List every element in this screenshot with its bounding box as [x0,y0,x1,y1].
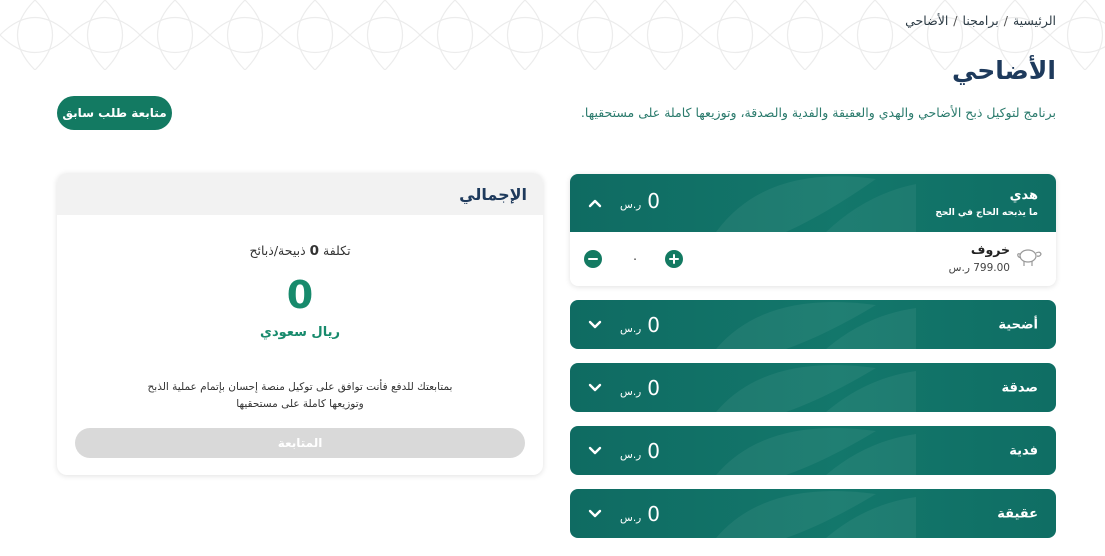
category-amount [620,313,660,337]
category-name: صدقة [1001,380,1038,395]
decorative-leaf [676,300,916,349]
amount-currency: ر.س [620,199,642,211]
amount-currency: ر.س [620,322,642,335]
item-name: خروف [970,242,1010,257]
plus-icon [669,254,679,264]
terms-line-2: وتوزيعها كاملة على مستحقيها [236,398,364,410]
category-name: عقيقة [997,506,1038,521]
summary-card [57,173,543,475]
category-amount [620,376,660,400]
category-amount [620,502,660,526]
summary-header [57,173,543,215]
item-row [570,232,1056,286]
category-udhiya[interactable] [570,300,1056,349]
decorative-leaf [676,363,916,412]
decorative-leaf [676,174,916,232]
item-price: 799.00 ر.س [948,262,1010,274]
category-sadaqa[interactable] [570,363,1056,412]
decrease-quantity-button[interactable] [584,250,602,268]
total-amount: 0 [286,273,314,317]
total-currency: ريال سعودي [260,325,340,340]
amount-value: 0 [647,375,660,400]
cost-prefix: تكلفة [323,243,351,258]
chevron-down-icon[interactable] [588,509,602,519]
page-title: الأضاحي [951,56,1056,85]
category-name: فدية [1009,443,1038,458]
summary-title: الإجمالي [459,184,527,204]
amount-currency: ر.س [620,511,642,524]
breadcrumb-programs[interactable]: برامجنا [962,13,999,28]
page-description: برنامج لتوكيل ذبح الأضاحي والهدي والعقيقة والفدية والصدقة، وتوزيعها كاملة على مستحقيها. [580,105,1056,120]
quantity-value[interactable]: . [633,249,637,263]
category-hady-header[interactable] [570,174,1056,232]
category-name: هدي [1009,188,1038,203]
breadcrumb-home[interactable]: الرئيسية [1012,13,1056,28]
breadcrumb [905,13,1056,28]
category-aqiqa[interactable] [570,489,1056,538]
decorative-leaf [676,489,916,538]
category-amount [620,189,660,213]
terms-text [57,379,543,413]
breadcrumb-current: الأضاحي [905,13,949,28]
amount-currency: ر.س [620,448,642,461]
amount-value: 0 [647,189,660,213]
amount-currency: ر.س [620,385,642,398]
category-subtitle: ما يذبحه الحاج في الحج [935,208,1038,218]
chevron-down-icon[interactable] [588,320,602,330]
category-amount [620,439,660,463]
category-fidya[interactable] [570,426,1056,475]
category-hady [570,174,1056,286]
minus-icon [588,254,598,264]
sheep-icon [1016,244,1042,268]
background-pattern [0,0,1105,70]
chevron-down-icon[interactable] [588,446,602,456]
cost-count: 0 [309,243,320,259]
chevron-down-icon[interactable] [588,383,602,393]
previous-order-button[interactable]: متابعة طلب سابق [57,96,172,130]
breadcrumb-separator: / [1003,13,1008,28]
amount-value: 0 [647,501,660,526]
breadcrumb-separator: / [953,13,958,28]
terms-line-1: بمتابعتك للدفع فأنت توافق على توكيل منصة إحسان بإتمام عملية الذبح [147,381,453,393]
cost-line [57,243,543,259]
decorative-leaf [676,426,916,475]
cost-suffix: ذبيحة/ذبائح [249,243,306,258]
increase-quantity-button[interactable] [665,250,683,268]
category-name: أضحية [998,317,1038,332]
continue-button[interactable]: المتابعة [75,428,525,458]
chevron-up-icon[interactable] [588,198,602,208]
amount-value: 0 [647,438,660,463]
amount-value: 0 [647,312,660,337]
